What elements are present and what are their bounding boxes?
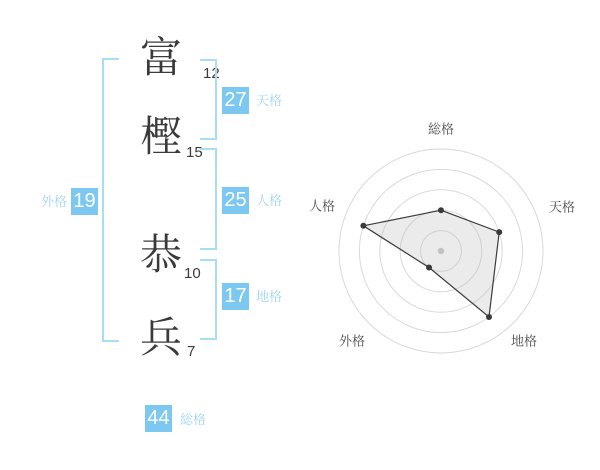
jinkaku-label: 人格 [256,193,283,208]
jinkaku-bracket [200,148,217,250]
chikaku-label: 地格 [256,289,283,304]
jinkaku-value-badge: 25 [222,187,249,214]
stroke-count-4: 7 [187,343,196,360]
name-char-surname-2: 樫 [139,113,182,160]
tenkaku-label: 天格 [256,93,283,108]
radar-axis-soukaku: 総格 [427,121,455,137]
radar-chart-svg [326,136,556,366]
tenkaku-bracket [200,59,217,140]
radar-axis-chikaku: 地格 [510,333,538,349]
stroke-count-2: 15 [186,144,203,161]
gaikaku-label: 外格 [41,194,68,209]
soukaku-value-badge: 44 [145,405,172,432]
name-char-given-2: 兵 [139,314,182,361]
chikaku-value-badge: 17 [222,283,249,310]
stroke-count-1: 12 [203,65,220,82]
radar-axis-tenkaku: 天格 [548,199,576,215]
name-char-surname-1: 富 [139,34,182,81]
chikaku-bracket [200,259,217,340]
tenkaku-value-badge: 27 [222,87,249,114]
name-char-given-1: 恭 [139,231,182,278]
radar-axis-jinkaku: 人格 [308,198,336,214]
stroke-count-3: 10 [184,265,201,282]
soukaku-label: 総格 [180,412,207,427]
radar-axis-gaikaku: 外格 [338,333,366,349]
gaikaku-bracket [102,58,119,342]
gaikaku-value-badge: 19 [71,188,98,215]
